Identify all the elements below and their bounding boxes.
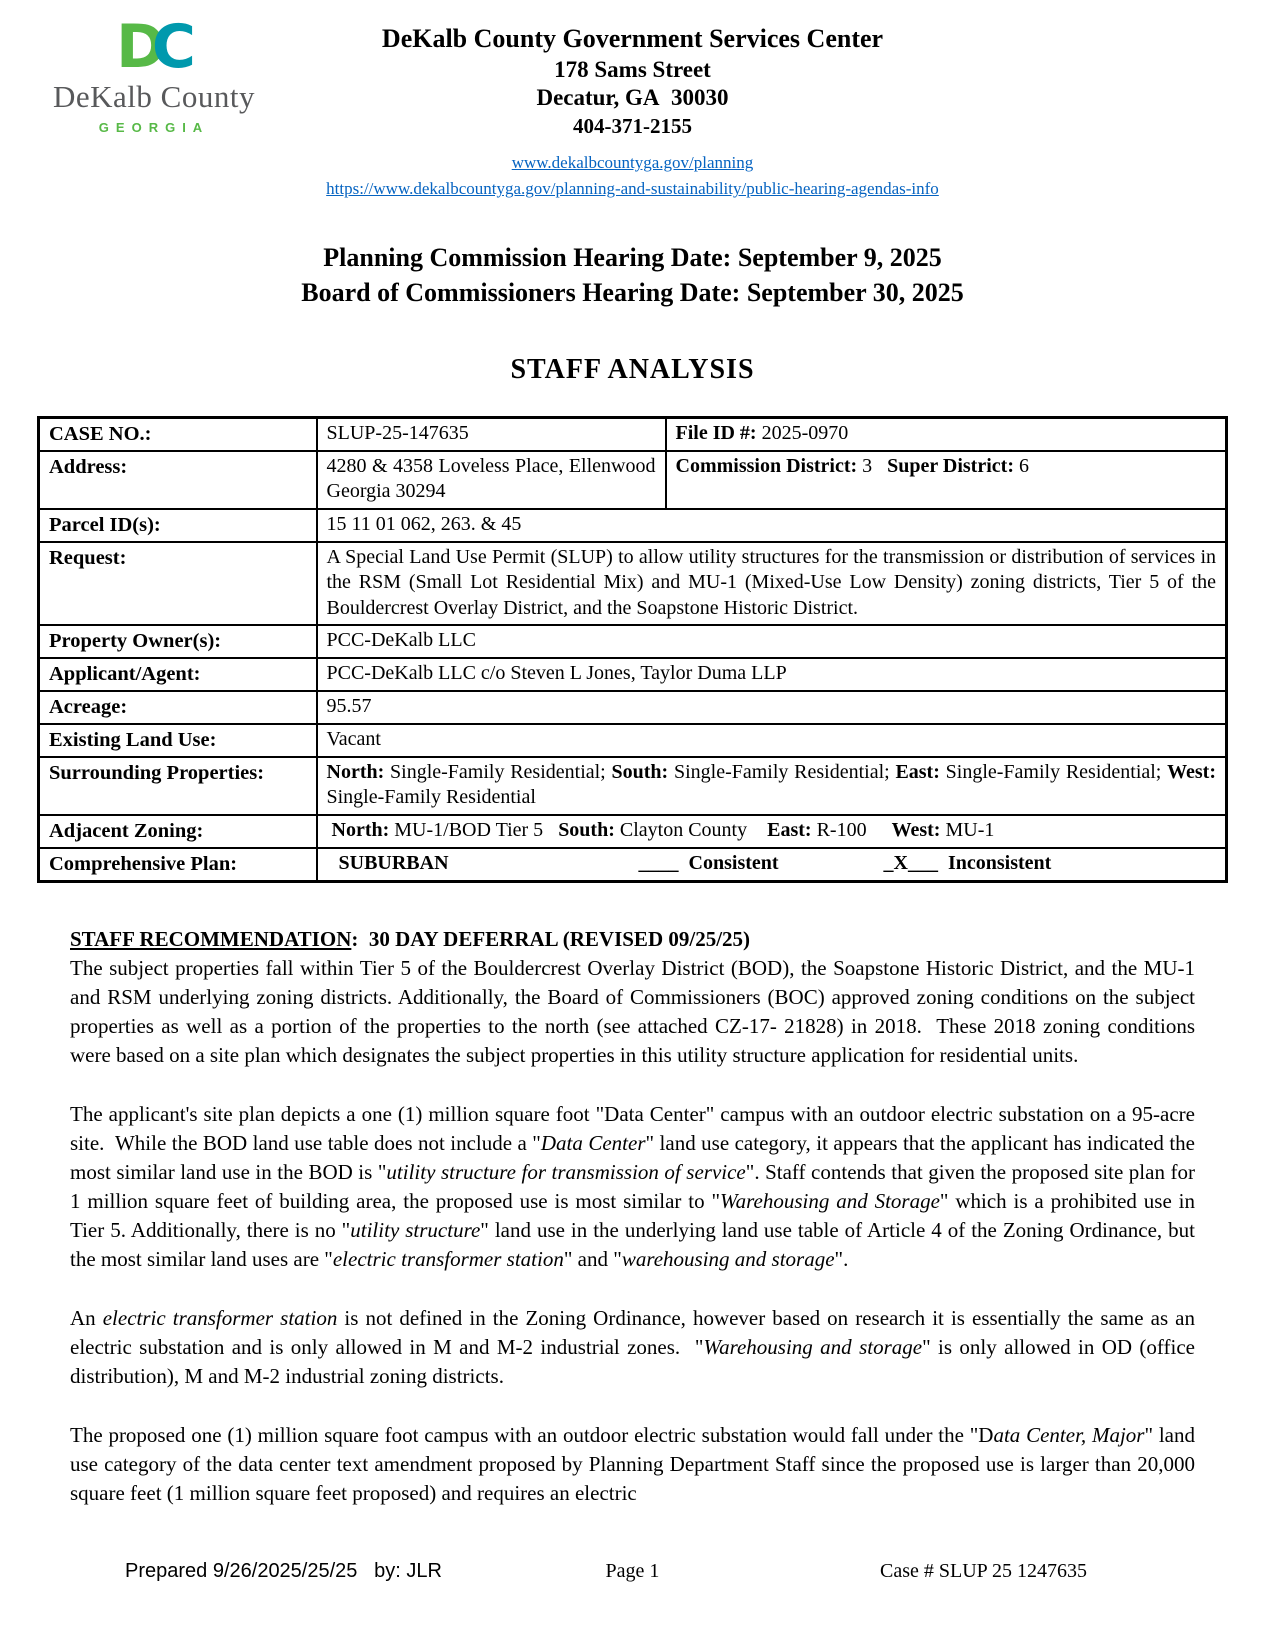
staff-recommendation-section — [70, 925, 1195, 1508]
dc-monogram-icon — [36, 12, 272, 82]
case-no-label: CASE NO.: — [39, 417, 317, 451]
plan-consistent-blank: ____ Consistent — [638, 851, 779, 874]
table-row-case-no — [39, 417, 1227, 451]
planning-commission-hearing-date: Planning Commission Hearing Date: September 9, 2025 — [323, 242, 942, 272]
comprehensive-plan-label: Comprehensive Plan: — [39, 848, 317, 882]
table-row-applicant — [39, 658, 1227, 691]
surrounding-properties-value: North: Single-Family Residential; South: Single-Family Residential; East: Single-Family Residential; West: Single-Family Residential — [317, 757, 1227, 815]
plan-designation: SUBURBAN — [338, 851, 449, 874]
table-row-request — [39, 542, 1227, 625]
property-owner-label: Property Owner(s): — [39, 625, 317, 658]
case-no-value: SLUP-25-147635 — [317, 417, 666, 451]
phone-number: 404-371-2155 — [573, 114, 692, 138]
case-reference: Case # SLUP 25 1247635 — [880, 1560, 1088, 1582]
logo-county-name: DeKalb County — [53, 79, 255, 114]
request-label: Request: — [39, 542, 317, 625]
staff-analysis-title: STAFF ANALYSIS — [510, 353, 755, 385]
table-row-owner — [39, 625, 1227, 658]
staff-recommendation-heading: STAFF RECOMMENDATION: 30 DAY DEFERRAL (REVISED 09/25/25) — [70, 926, 751, 951]
table-row-acreage — [39, 691, 1227, 724]
district-cell: Commission District: 3 Super District: 6 — [666, 451, 1227, 509]
table-row-address — [39, 451, 1227, 509]
adjacent-zoning-value: North: MU-1/BOD Tier 5 South: Clayton County East: R-100 West: MU-1 — [317, 815, 1227, 848]
hearing-dates — [0, 240, 1265, 310]
logo-state-label: GEORGIA — [98, 120, 210, 135]
address-value: 4280 & 4358 Loveless Place, Ellenwood Georgia 30294 — [317, 451, 666, 509]
parcel-id-value: 15 11 01 062, 263. & 45 — [317, 509, 1227, 542]
property-owner-value: PCC-DeKalb LLC — [317, 625, 1227, 658]
file-id-cell: File ID #: 2025-0970 — [666, 417, 1227, 451]
recommendation-paragraph-1: The subject properties fall within Tier 5 of the Bouldercrest Overlay District (BOD), the Soapstone Historic District, and the MU-1 and RSM underlying zoning districts. Additionally, the Board of Commissioners (BOC) approved zoning conditions on the subject properties as well as a portion of the properties to the north (see attached CZ-17- 21828) in 2018. These 2018 zoning conditions were based on a site plan which designates the subject properties in this utility structure application for residential units. — [70, 955, 1195, 1067]
board-of-commissioners-hearing-date: Board of Commissioners Hearing Date: September 30, 2025 — [301, 277, 964, 307]
case-summary-table — [37, 416, 1228, 883]
acreage-label: Acreage: — [39, 691, 317, 724]
request-value: A Special Land Use Permit (SLUP) to allow utility structures for the transmission or distribution of services in the RSM (Small Lot Residential Mix) and MU-1 (Mixed-Use Low Density) zoning districts, Tier 5 of the Bouldercrest Overlay District, and the Soapstone Historic District. — [317, 542, 1227, 625]
recommendation-paragraph-3: An electric transformer station is not defined in the Zoning Ordinance, however based on research it is essentially the same as an electric substation and is only allowed in M and M-2 industrial zones. "Warehousing and storage" is only allowed in OD (office distribution), M and M-2 industrial zoning districts. — [70, 1305, 1195, 1388]
street-address: 178 Sams Street — [554, 57, 711, 82]
recommendation-paragraph-4: The proposed one (1) million square foot campus with an outdoor electric substation would fall under the "Data Center, Major" land use category of the data center text amendment proposed by Planning Department Staff since the proposed use is larger than 20,000 square feet (1 million square feet proposed) and requires an electric — [70, 1422, 1195, 1505]
hearing-agendas-link[interactable]: https://www.dekalbcountyga.gov/planning-and-sustainability/public-hearing-agendas-info — [326, 179, 939, 199]
table-row-adjacent-zoning — [39, 815, 1227, 848]
existing-land-use-label: Existing Land Use: — [39, 724, 317, 757]
table-row-comprehensive-plan — [39, 848, 1227, 882]
city-state-zip: Decatur, GA 30030 — [536, 85, 729, 110]
logo-letter-c: C — [151, 12, 192, 82]
table-row-parcel — [39, 509, 1227, 542]
logo-letter-d: D — [116, 12, 162, 82]
dekalb-county-logo — [36, 12, 272, 135]
org-name: DeKalb County Government Services Center — [381, 24, 884, 53]
applicant-agent-value: PCC-DeKalb LLC c/o Steven L Jones, Taylor Duma LLP — [317, 658, 1227, 691]
letterhead-links — [0, 150, 1265, 203]
table-row-existing-land-use — [39, 724, 1227, 757]
parcel-id-label: Parcel ID(s): — [39, 509, 317, 542]
comprehensive-plan-cell — [317, 848, 1227, 882]
comprehensive-plan-row — [327, 851, 1217, 876]
address-label: Address: — [39, 451, 317, 509]
table-row-surrounding — [39, 757, 1227, 815]
planning-website-link[interactable]: www.dekalbcountyga.gov/planning — [511, 153, 754, 172]
acreage-value: 95.57 — [317, 691, 1227, 724]
surrounding-properties-label: Surrounding Properties: — [39, 757, 317, 815]
adjacent-zoning-label: Adjacent Zoning: — [39, 815, 317, 848]
plan-inconsistent-marked: _X___ Inconsistent — [883, 851, 1052, 874]
recommendation-paragraph-2: The applicant's site plan depicts a one (1) million square foot "Data Center" campus with an outdoor electric substation on a 95-acre site. While the BOD land use table does not include a "Data Center" land use category, it appears that the applicant has indicated the most similar land use in the BOD is "utility structure for transmission of service". Staff contends that given the proposed site plan for 1 million square feet of building area, the proposed use is most similar to "Warehousing and Storage" which is a prohibited use in Tier 5. Additionally, there is no "utility structure" land use in the underlying land use table of Article 4 of the Zoning Ordinance, but the most similar land uses are "electric transformer station" and "warehousing and storage". — [70, 1101, 1196, 1271]
applicant-agent-label: Applicant/Agent: — [39, 658, 317, 691]
page-number: Page 1 — [605, 1560, 660, 1582]
letterhead — [0, 0, 1265, 203]
existing-land-use-value: Vacant — [317, 724, 1227, 757]
prepared-by: Prepared 9/26/2025/25/25 by: JLR — [125, 1560, 442, 1582]
